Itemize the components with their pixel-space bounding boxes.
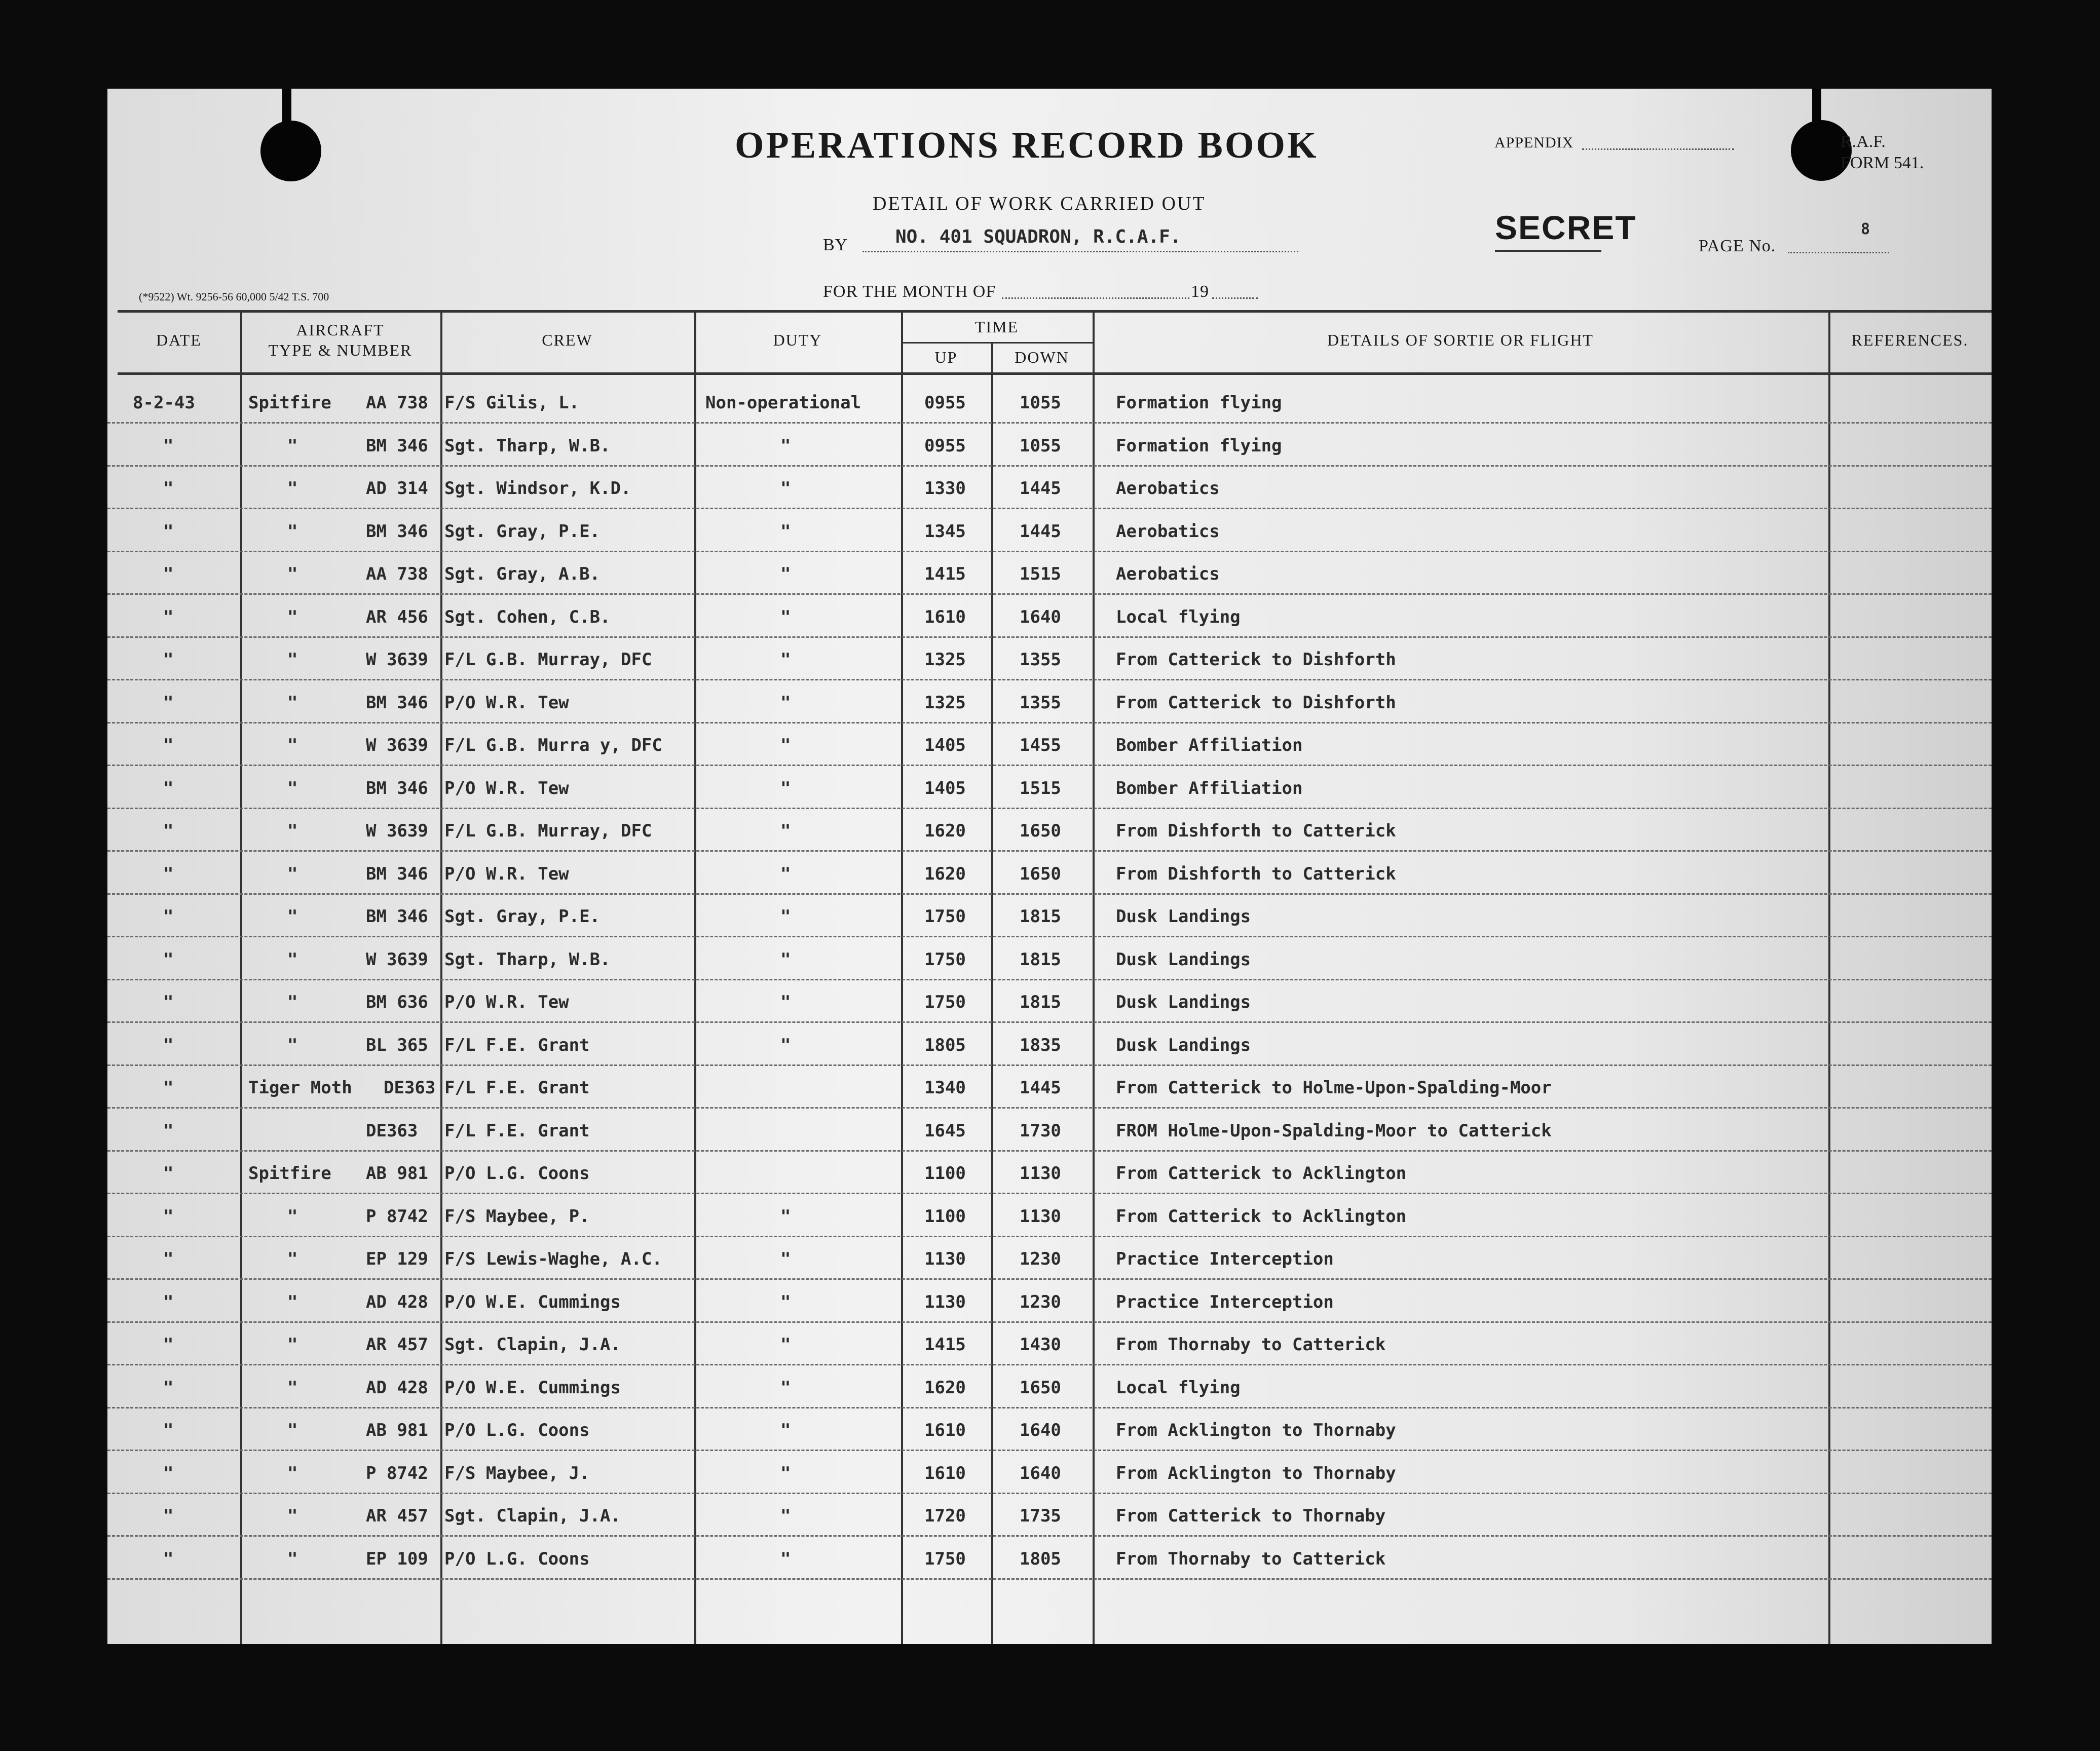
- appendix-dotted-line: [1582, 148, 1734, 150]
- cell-up: 1415: [924, 564, 966, 584]
- cell-down: 1815: [1020, 992, 1061, 1012]
- row-ruling-line: [107, 1321, 1992, 1323]
- cell-details: Dusk Landings: [1116, 992, 1251, 1012]
- cell-date: ": [163, 1506, 174, 1526]
- cell-details: Formation flying: [1116, 393, 1282, 413]
- cell-type: ": [287, 821, 298, 841]
- cell-crew: Sgt. Clapin, J.A.: [444, 1506, 621, 1526]
- cell-number: BM 346: [366, 778, 428, 798]
- cell-duty: ": [780, 863, 791, 884]
- cell-number: AD 428: [366, 1291, 428, 1312]
- row-ruling-line: [107, 1364, 1992, 1365]
- cell-crew: F/L G.B. Murray, DFC: [444, 821, 652, 841]
- binder-hole-left: [260, 121, 321, 181]
- cell-number: BM 636: [366, 992, 428, 1012]
- col-header-references: REFERENCES.: [1851, 331, 1969, 349]
- cell-date: ": [163, 778, 174, 798]
- cell-type: ": [287, 735, 298, 755]
- row-ruling-line: [107, 979, 1992, 980]
- month-label: FOR THE MONTH OF: [823, 282, 996, 301]
- cell-date: ": [163, 735, 174, 755]
- by-dotted-line: [863, 251, 1298, 252]
- cell-date: ": [163, 863, 174, 884]
- squadron-name: NO. 401 SQUADRON, R.C.A.F.: [895, 226, 1181, 247]
- cell-details: Practice Interception: [1116, 1249, 1334, 1269]
- cell-up: 1130: [924, 1291, 966, 1312]
- cell-number: BM 346: [366, 435, 428, 456]
- table-top-border: [118, 310, 1992, 313]
- cell-type: ": [287, 1035, 298, 1055]
- cell-date: ": [163, 906, 174, 927]
- cell-date: ": [163, 1249, 174, 1269]
- cell-duty: ": [780, 1377, 791, 1398]
- row-ruling-line: [107, 551, 1992, 552]
- cell-details: From Acklington to Thornaby: [1116, 1420, 1396, 1440]
- year-label: 19: [1191, 282, 1209, 301]
- cell-up: 1620: [924, 821, 966, 841]
- cell-date: ": [163, 1420, 174, 1440]
- cell-up: 1325: [924, 692, 966, 713]
- cell-down: 1445: [1020, 1078, 1061, 1098]
- cell-type: ": [287, 1506, 298, 1526]
- appendix-label: APPENDIX: [1494, 134, 1574, 151]
- row-ruling-line: [107, 593, 1992, 595]
- cell-duty: ": [780, 778, 791, 798]
- cell-duty: ": [780, 650, 791, 670]
- cell-details: FROM Holme-Upon-Spalding-Moor to Catterick: [1116, 1120, 1552, 1141]
- cell-up: 1130: [924, 1249, 966, 1269]
- cell-number: AR 456: [366, 606, 428, 627]
- cell-down: 1650: [1020, 1377, 1061, 1398]
- cell-up: 1330: [924, 478, 966, 499]
- cell-number: P 8742: [366, 1463, 428, 1483]
- cell-date: ": [163, 949, 174, 970]
- cell-crew: Sgt. Windsor, K.D.: [444, 478, 631, 499]
- cell-duty: ": [780, 1420, 791, 1440]
- cell-crew: Sgt. Tharp, W.B.: [444, 949, 611, 970]
- page-title: OPERATIONS RECORD BOOK: [735, 125, 1319, 166]
- col-divider-aircraft: [440, 310, 442, 1644]
- cell-type: Spitfire: [248, 1163, 331, 1184]
- col-divider-up: [991, 342, 993, 1644]
- cell-date: ": [163, 1163, 174, 1184]
- form-label-number: FORM 541.: [1841, 154, 1924, 172]
- row-ruling-line: [107, 936, 1992, 937]
- cell-details: From Acklington to Thornaby: [1116, 1463, 1396, 1483]
- cell-duty: ": [780, 1463, 791, 1483]
- cell-duty: ": [780, 1249, 791, 1269]
- cell-crew: F/L F.E. Grant: [444, 1035, 590, 1055]
- cell-date: ": [163, 692, 174, 713]
- cell-up: 1100: [924, 1163, 966, 1184]
- cell-down: 1640: [1020, 1463, 1061, 1483]
- cell-date: ": [163, 1548, 174, 1569]
- cell-date: ": [163, 1120, 174, 1141]
- col-header-duty: DUTY: [773, 331, 822, 349]
- cell-duty: ": [780, 435, 791, 456]
- cell-number: EP 129: [366, 1249, 428, 1269]
- cell-details: Formation flying: [1116, 435, 1282, 456]
- cell-down: 1815: [1020, 906, 1061, 927]
- print-code: (*9522) Wt. 9256-56 60,000 5/42 T.S. 700: [139, 290, 329, 303]
- cell-date: ": [163, 1377, 174, 1398]
- cell-down: 1730: [1020, 1120, 1061, 1141]
- cell-type: ": [287, 1463, 298, 1483]
- by-label: BY: [823, 236, 848, 254]
- cell-down: 1835: [1020, 1035, 1061, 1055]
- cell-type: ": [287, 478, 298, 499]
- cell-type: ": [287, 692, 298, 713]
- row-ruling-line: [107, 1064, 1992, 1066]
- cell-up: 1620: [924, 863, 966, 884]
- cell-crew: P/O W.R. Tew: [444, 863, 569, 884]
- cell-details: Practice Interception: [1116, 1291, 1334, 1312]
- cell-number: BM 346: [366, 692, 428, 713]
- cell-up: 1750: [924, 949, 966, 970]
- cell-type: ": [287, 863, 298, 884]
- cell-crew: F/S Lewis-Waghe, A.C.: [444, 1249, 662, 1269]
- cell-down: 1640: [1020, 606, 1061, 627]
- cell-up: 1620: [924, 1377, 966, 1398]
- cell-date: ": [163, 1035, 174, 1055]
- cell-crew: Sgt. Tharp, W.B.: [444, 435, 611, 456]
- cell-details: Aerobatics: [1116, 521, 1220, 542]
- row-ruling-line: [107, 1236, 1992, 1237]
- cell-type: ": [287, 564, 298, 584]
- cell-duty: ": [780, 992, 791, 1012]
- cell-crew: P/O W.E. Cummings: [444, 1377, 621, 1398]
- cell-down: 1355: [1020, 692, 1061, 713]
- row-ruling-line: [107, 1278, 1992, 1280]
- row-ruling-line: [107, 893, 1992, 895]
- cell-duty: ": [780, 1291, 791, 1312]
- cell-date: ": [163, 1463, 174, 1483]
- cell-duty: ": [780, 1548, 791, 1569]
- cell-details: From Catterick to Thornaby: [1116, 1506, 1386, 1526]
- cell-type: ": [287, 606, 298, 627]
- cell-down: 1130: [1020, 1163, 1061, 1184]
- cell-details: From Catterick to Dishforth: [1116, 650, 1396, 670]
- col-header-down: DOWN: [1015, 348, 1069, 366]
- cell-duty: ": [780, 1506, 791, 1526]
- cell-up: 1610: [924, 1463, 966, 1483]
- cell-number: AD 314: [366, 478, 428, 499]
- cell-crew: Sgt. Gray, P.E.: [444, 906, 601, 927]
- cell-crew: F/L F.E. Grant: [444, 1078, 590, 1098]
- cell-details: Bomber Affiliation: [1116, 735, 1303, 755]
- cell-type: ": [287, 1420, 298, 1440]
- cell-details: Local flying: [1116, 1377, 1241, 1398]
- cell-number: W 3639: [366, 821, 428, 841]
- row-ruling-line: [107, 1535, 1992, 1537]
- cell-type: ": [287, 1548, 298, 1569]
- col-header-time: TIME: [974, 318, 1019, 336]
- record-sheet: [107, 89, 1992, 1644]
- cell-details: From Catterick to Acklington: [1116, 1206, 1407, 1227]
- cell-duty: Non-operational: [705, 393, 861, 413]
- cell-type: ": [287, 949, 298, 970]
- cell-up: 1415: [924, 1335, 966, 1355]
- cell-type: ": [287, 778, 298, 798]
- cell-up: 1750: [924, 1548, 966, 1569]
- row-ruling-line: [107, 636, 1992, 638]
- page-number-value: 8: [1861, 220, 1870, 238]
- cell-up: 1610: [924, 606, 966, 627]
- cell-down: 1815: [1020, 949, 1061, 970]
- cell-crew: P/O L.G. Coons: [444, 1548, 590, 1569]
- col-header-details: DETAILS OF SORTIE OR FLIGHT: [1327, 331, 1594, 349]
- row-ruling-line: [107, 1193, 1992, 1194]
- row-ruling-line: [107, 465, 1992, 467]
- row-ruling-line: [107, 508, 1992, 509]
- cell-number: BM 346: [366, 863, 428, 884]
- cell-crew: Sgt. Cohen, C.B.: [444, 606, 611, 627]
- cell-type: ": [287, 521, 298, 542]
- col-header-date: DATE: [156, 331, 202, 349]
- cell-up: 0955: [924, 435, 966, 456]
- row-ruling-line: [107, 1407, 1992, 1409]
- cell-date: ": [163, 992, 174, 1012]
- row-ruling-line: [107, 1450, 1992, 1451]
- cell-crew: F/L G.B. Murra y, DFC: [444, 735, 662, 755]
- cell-date: 8-2-43: [133, 393, 195, 413]
- cell-type: ": [287, 1249, 298, 1269]
- cell-duty: ": [780, 821, 791, 841]
- cell-date: ": [163, 1291, 174, 1312]
- cell-crew: F/L F.E. Grant: [444, 1120, 590, 1141]
- row-ruling-line: [107, 679, 1992, 680]
- cell-duty: ": [780, 564, 791, 584]
- cell-number: BL 365: [366, 1035, 428, 1055]
- cell-number: AA 738: [366, 393, 428, 413]
- cell-number: AD 428: [366, 1377, 428, 1398]
- cell-type: ": [287, 650, 298, 670]
- cell-date: ": [163, 521, 174, 542]
- cell-date: ": [163, 1206, 174, 1227]
- cell-up: 1750: [924, 906, 966, 927]
- cell-up: 1610: [924, 1420, 966, 1440]
- cell-duty: ": [780, 1206, 791, 1227]
- cell-down: 1445: [1020, 521, 1061, 542]
- cell-date: ": [163, 821, 174, 841]
- cell-type: ": [287, 1291, 298, 1312]
- cell-details: From Catterick to Acklington: [1116, 1163, 1407, 1184]
- row-ruling-line: [107, 765, 1992, 766]
- cell-duty: ": [780, 949, 791, 970]
- cell-date: ": [163, 606, 174, 627]
- cell-up: 1345: [924, 521, 966, 542]
- cell-crew: Sgt. Gray, A.B.: [444, 564, 601, 584]
- cell-down: 1130: [1020, 1206, 1061, 1227]
- cell-type: ": [287, 1377, 298, 1398]
- cell-details: From Dishforth to Catterick: [1116, 863, 1396, 884]
- cell-details: From Catterick to Holme-Upon-Spalding-Moor: [1116, 1078, 1552, 1098]
- cell-crew: F/S Gilis, L.: [444, 393, 580, 413]
- cell-crew: P/O L.G. Coons: [444, 1420, 590, 1440]
- cell-details: From Thornaby to Catterick: [1116, 1548, 1386, 1569]
- col-header-aircraft: AIRCRAFT: [296, 321, 385, 339]
- cell-details: From Thornaby to Catterick: [1116, 1335, 1386, 1355]
- row-ruling-line: [107, 722, 1992, 724]
- cell-down: 1230: [1020, 1291, 1061, 1312]
- secret-underline: [1495, 250, 1601, 252]
- cell-duty: ": [780, 735, 791, 755]
- cell-duty: ": [780, 1335, 791, 1355]
- cell-up: 1720: [924, 1506, 966, 1526]
- cell-down: 1055: [1020, 393, 1061, 413]
- cell-duty: ": [780, 521, 791, 542]
- cell-down: 1355: [1020, 650, 1061, 670]
- cell-date: ": [163, 1335, 174, 1355]
- time-subheader-border: [901, 342, 1094, 344]
- cell-down: 1515: [1020, 564, 1061, 584]
- cell-number: AR 457: [366, 1506, 428, 1526]
- cell-type: ": [287, 1206, 298, 1227]
- cell-type: Tiger Moth: [248, 1078, 352, 1098]
- year-dotted-line: [1212, 297, 1258, 299]
- cell-type: ": [287, 992, 298, 1012]
- cell-down: 1445: [1020, 478, 1061, 499]
- cell-crew: F/L G.B. Murray, DFC: [444, 650, 652, 670]
- cell-crew: P/O W.R. Tew: [444, 692, 569, 713]
- cell-details: Aerobatics: [1116, 564, 1220, 584]
- cell-down: 1230: [1020, 1249, 1061, 1269]
- cell-date: ": [163, 1078, 174, 1098]
- row-ruling-line: [107, 1578, 1992, 1580]
- col-divider-crew: [694, 310, 696, 1644]
- cell-up: 1645: [924, 1120, 966, 1141]
- cell-number: W 3639: [366, 735, 428, 755]
- col-header-aircraft-type: TYPE & NUMBER: [268, 341, 413, 359]
- cell-up: 1405: [924, 735, 966, 755]
- col-divider-time: [1093, 310, 1095, 1644]
- row-ruling-line: [107, 1150, 1992, 1152]
- cell-crew: Sgt. Gray, P.E.: [444, 521, 601, 542]
- cell-details: Bomber Affiliation: [1116, 778, 1303, 798]
- cell-crew: P/O W.R. Tew: [444, 778, 569, 798]
- row-ruling-line: [107, 1493, 1992, 1494]
- cell-number: EP 109: [366, 1548, 428, 1569]
- cell-number: W 3639: [366, 650, 428, 670]
- row-ruling-line: [107, 1107, 1992, 1109]
- row-ruling-line: [107, 808, 1992, 809]
- cell-details: Dusk Landings: [1116, 1035, 1251, 1055]
- cell-down: 1805: [1020, 1548, 1061, 1569]
- cell-number: AA 738: [366, 564, 428, 584]
- cell-crew: P/O W.E. Cummings: [444, 1291, 621, 1312]
- cell-up: 1325: [924, 650, 966, 670]
- cell-details: Aerobatics: [1116, 478, 1220, 499]
- cell-down: 1640: [1020, 1420, 1061, 1440]
- col-header-up: UP: [934, 348, 958, 366]
- cell-duty: ": [780, 606, 791, 627]
- cell-down: 1515: [1020, 778, 1061, 798]
- table-header-bottom-border: [118, 372, 1992, 375]
- page-number-label: PAGE No.: [1699, 237, 1776, 255]
- secret-stamp: SECRET: [1495, 209, 1637, 246]
- cell-date: ": [163, 650, 174, 670]
- month-dotted-line: [1002, 297, 1189, 299]
- cell-duty: ": [780, 478, 791, 499]
- cell-down: 1455: [1020, 735, 1061, 755]
- cell-down: 1735: [1020, 1506, 1061, 1526]
- cell-crew: Sgt. Clapin, J.A.: [444, 1335, 621, 1355]
- cell-duty: ": [780, 692, 791, 713]
- cell-details: Dusk Landings: [1116, 949, 1251, 970]
- cell-crew: F/S Maybee, J.: [444, 1463, 590, 1483]
- cell-details: From Dishforth to Catterick: [1116, 821, 1396, 841]
- cell-up: 0955: [924, 393, 966, 413]
- cell-details: From Catterick to Dishforth: [1116, 692, 1396, 713]
- col-divider-date: [240, 310, 242, 1644]
- cell-date: ": [163, 435, 174, 456]
- cell-number: AB 981: [366, 1420, 428, 1440]
- cell-crew: P/O L.G. Coons: [444, 1163, 590, 1184]
- cell-number: P 8742: [366, 1206, 428, 1227]
- cell-up: 1405: [924, 778, 966, 798]
- cell-details: Local flying: [1116, 606, 1241, 627]
- row-ruling-line: [107, 1021, 1992, 1023]
- cell-duty: ": [780, 1035, 791, 1055]
- cell-date: ": [163, 564, 174, 584]
- cell-crew: P/O W.R. Tew: [444, 992, 569, 1012]
- cell-date: ": [163, 478, 174, 499]
- row-ruling-line: [107, 850, 1992, 852]
- cell-up: 1750: [924, 992, 966, 1012]
- col-header-crew: CREW: [542, 331, 593, 349]
- cell-number: BM 346: [366, 521, 428, 542]
- cell-down: 1055: [1020, 435, 1061, 456]
- cell-type: ": [287, 906, 298, 927]
- cell-crew: F/S Maybee, P.: [444, 1206, 590, 1227]
- cell-number: DE363: [384, 1078, 436, 1098]
- page-subtitle: DETAIL OF WORK CARRIED OUT: [873, 193, 1206, 214]
- cell-number: W 3639: [366, 949, 428, 970]
- cell-number: DE363: [366, 1120, 418, 1141]
- page-number-dotted-line: [1788, 252, 1889, 253]
- cell-duty: ": [780, 906, 791, 927]
- cell-down: 1650: [1020, 821, 1061, 841]
- cell-number: AR 457: [366, 1335, 428, 1355]
- row-ruling-line: [107, 422, 1992, 424]
- cell-type: ": [287, 435, 298, 456]
- cell-up: 1340: [924, 1078, 966, 1098]
- col-divider-details: [1828, 310, 1830, 1644]
- form-label-raf: R.A.F.: [1841, 132, 1886, 151]
- cell-type: Spitfire: [248, 393, 331, 413]
- cell-type: ": [287, 1335, 298, 1355]
- cell-number: AB 981: [366, 1163, 428, 1184]
- cell-up: 1100: [924, 1206, 966, 1227]
- cell-down: 1650: [1020, 863, 1061, 884]
- cell-details: Dusk Landings: [1116, 906, 1251, 927]
- col-divider-duty: [901, 310, 903, 1644]
- cell-number: BM 346: [366, 906, 428, 927]
- cell-up: 1805: [924, 1035, 966, 1055]
- cell-down: 1430: [1020, 1335, 1061, 1355]
